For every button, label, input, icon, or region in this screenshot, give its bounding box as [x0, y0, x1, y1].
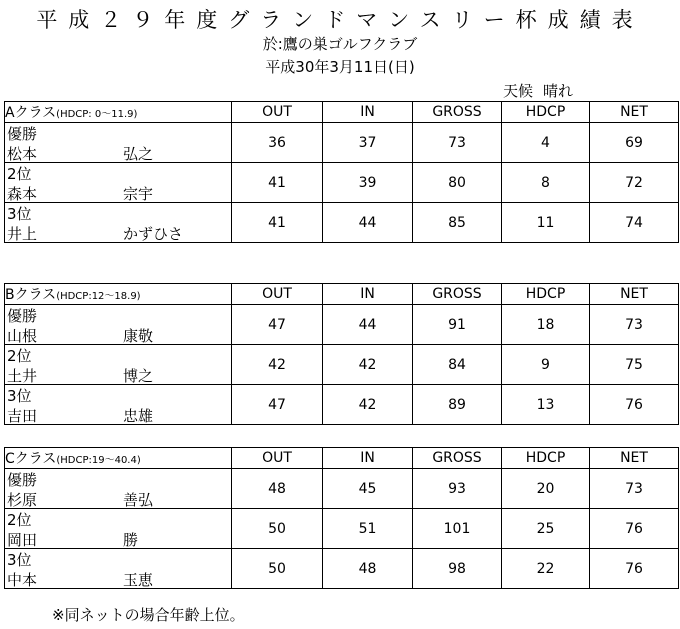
column-header-out: OUT: [232, 284, 323, 305]
result-row: [5, 509, 679, 549]
date-text: 平成30年3月11日(日): [265, 58, 415, 76]
player-cell: [5, 305, 232, 345]
class-hdcp-range: (HDCP:19〜40.4): [56, 455, 141, 466]
result-row: [5, 123, 679, 163]
score-net: 75: [590, 345, 679, 385]
score-net: 76: [590, 509, 679, 549]
player-given-name: 宗宇: [123, 185, 154, 203]
score-in: 45: [323, 469, 413, 509]
player-given-name: 弘之: [123, 145, 154, 163]
score-gross: 93: [413, 469, 502, 509]
page-title: 平成２９年度グランドマンスリー杯成績表: [36, 8, 644, 32]
score-in: 44: [323, 305, 413, 345]
weather-label: 天候: [503, 82, 534, 100]
score-net: 74: [590, 203, 679, 243]
score-gross: 98: [413, 549, 502, 589]
player-given-name: 勝: [123, 531, 139, 549]
column-header-net: NET: [590, 448, 679, 469]
result-row: [5, 163, 679, 203]
score-out: 36: [232, 123, 323, 163]
class-name: Bクラス: [5, 287, 57, 303]
score-in: 37: [323, 123, 413, 163]
column-header-hdcp: HDCP: [502, 102, 590, 123]
score-hdcp: 22: [502, 549, 590, 589]
score-out: 50: [232, 509, 323, 549]
score-gross: 84: [413, 345, 502, 385]
class-name: Aクラス: [5, 105, 57, 121]
class-table: [4, 101, 679, 243]
player-surname: 中本: [7, 571, 38, 589]
player-cell: [5, 123, 232, 163]
score-out: 41: [232, 163, 323, 203]
class-name: Cクラス: [5, 451, 57, 467]
player-surname: 森本: [7, 185, 38, 203]
class-header-row: [5, 448, 679, 469]
player-surname: 吉田: [7, 407, 38, 425]
score-hdcp: 4: [502, 123, 590, 163]
result-row: [5, 203, 679, 243]
rank-label: 3位: [7, 387, 32, 405]
column-header-gross: GROSS: [413, 448, 502, 469]
class-hdcp-range: (HDCP:12〜18.9): [56, 291, 141, 302]
rank-label: 3位: [7, 551, 32, 569]
score-hdcp: 11: [502, 203, 590, 243]
score-gross: 85: [413, 203, 502, 243]
player-surname: 井上: [7, 225, 38, 243]
player-given-name: 忠雄: [123, 407, 154, 425]
column-header-hdcp: HDCP: [502, 448, 590, 469]
score-out: 50: [232, 549, 323, 589]
result-row: [5, 305, 679, 345]
player-surname: 松本: [7, 145, 38, 163]
player-given-name: かずひさ: [123, 225, 184, 243]
score-in: 44: [323, 203, 413, 243]
score-net: 76: [590, 385, 679, 425]
score-hdcp: 8: [502, 163, 590, 203]
rank-label: 優勝: [7, 125, 38, 143]
score-net: 69: [590, 123, 679, 163]
score-out: 47: [232, 385, 323, 425]
score-gross: 101: [413, 509, 502, 549]
class-name-cell: [5, 284, 232, 305]
venue-text: 於:鷹の巣ゴルフクラブ: [262, 35, 418, 53]
player-given-name: 博之: [123, 367, 154, 385]
rank-label: 優勝: [7, 307, 38, 325]
class-table: [4, 447, 679, 589]
score-net: 72: [590, 163, 679, 203]
player-cell: [5, 203, 232, 243]
player-given-name: 康敬: [123, 327, 154, 345]
score-net: 73: [590, 469, 679, 509]
player-surname: 山根: [7, 327, 38, 345]
score-hdcp: 25: [502, 509, 590, 549]
score-gross: 89: [413, 385, 502, 425]
rank-label: 優勝: [7, 471, 38, 489]
class-table: [4, 283, 679, 425]
column-header-out: OUT: [232, 448, 323, 469]
player-cell: [5, 469, 232, 509]
score-out: 42: [232, 345, 323, 385]
column-header-in: IN: [323, 284, 413, 305]
player-cell: [5, 345, 232, 385]
player-surname: 杉原: [7, 491, 38, 509]
player-cell: [5, 509, 232, 549]
footnote: ※同ネットの場合年齢上位。: [52, 606, 245, 624]
player-surname: 土井: [7, 367, 38, 385]
player-cell: [5, 385, 232, 425]
score-hdcp: 13: [502, 385, 590, 425]
rank-label: 2位: [7, 165, 32, 183]
column-header-hdcp: HDCP: [502, 284, 590, 305]
score-out: 48: [232, 469, 323, 509]
weather-value: 晴れ: [543, 82, 574, 100]
class-header-row: [5, 284, 679, 305]
score-hdcp: 20: [502, 469, 590, 509]
score-in: 48: [323, 549, 413, 589]
column-header-out: OUT: [232, 102, 323, 123]
player-given-name: 善弘: [123, 491, 154, 509]
player-cell: [5, 163, 232, 203]
score-hdcp: 9: [502, 345, 590, 385]
player-cell: [5, 549, 232, 589]
score-gross: 91: [413, 305, 502, 345]
class-name-cell: [5, 448, 232, 469]
column-header-net: NET: [590, 102, 679, 123]
result-row: [5, 345, 679, 385]
class-name-cell: [5, 102, 232, 123]
result-row: [5, 385, 679, 425]
score-net: 76: [590, 549, 679, 589]
score-in: 42: [323, 345, 413, 385]
score-net: 73: [590, 305, 679, 345]
score-gross: 73: [413, 123, 502, 163]
column-header-in: IN: [323, 102, 413, 123]
rank-label: 3位: [7, 205, 32, 223]
class-hdcp-range: (HDCP: 0〜11.9): [56, 109, 138, 120]
score-in: 42: [323, 385, 413, 425]
score-in: 51: [323, 509, 413, 549]
score-gross: 80: [413, 163, 502, 203]
player-given-name: 玉恵: [123, 571, 154, 589]
class-header-row: [5, 102, 679, 123]
weather-info: [503, 80, 583, 101]
column-header-gross: GROSS: [413, 102, 502, 123]
result-row: [5, 469, 679, 509]
result-row: [5, 549, 679, 589]
column-header-net: NET: [590, 284, 679, 305]
column-header-in: IN: [323, 448, 413, 469]
score-out: 47: [232, 305, 323, 345]
score-hdcp: 18: [502, 305, 590, 345]
column-header-gross: GROSS: [413, 284, 502, 305]
player-surname: 岡田: [7, 531, 38, 549]
rank-label: 2位: [7, 347, 32, 365]
score-out: 41: [232, 203, 323, 243]
score-in: 39: [323, 163, 413, 203]
rank-label: 2位: [7, 511, 32, 529]
